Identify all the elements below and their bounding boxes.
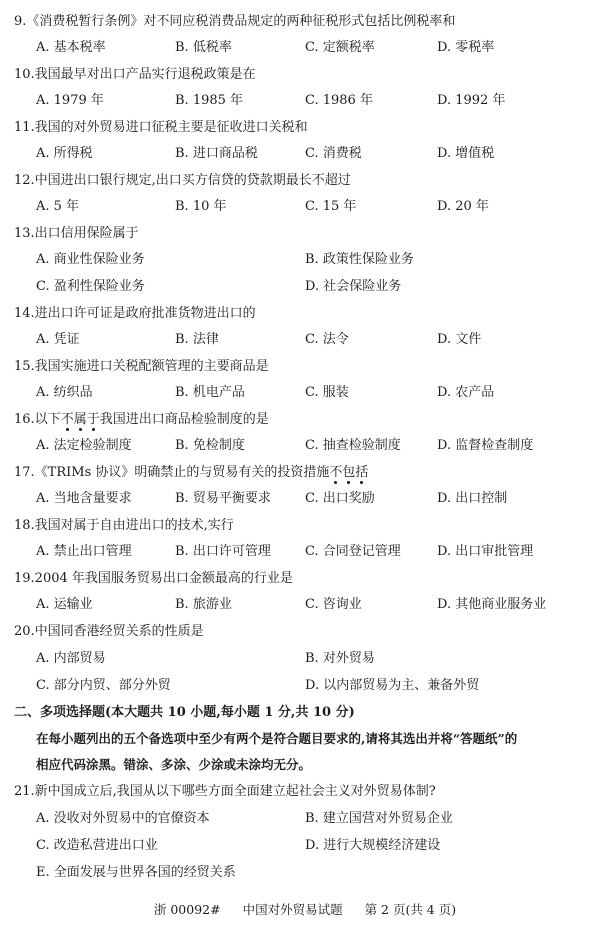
option: C. 盈利性保险业务 <box>36 279 145 294</box>
question-17-stem <box>14 465 368 481</box>
option: C. 出口奖励 <box>305 491 375 506</box>
question-15-stem: 15.我国实施进口关税配额管理的主要商品是 <box>14 359 269 374</box>
option: C. 1986 年 <box>305 93 373 108</box>
exam-code: 浙 00092# <box>153 902 221 917</box>
stem-text: 我国进出口商品检验制度的是 <box>99 412 269 427</box>
question-12-stem: 12.中国进出口银行规定,出口买方信贷的贷款期最长不超过 <box>14 173 351 188</box>
question-18-stem: 18.我国对属于自由进出口的技术,实行 <box>14 518 234 533</box>
option: A. 纺织品 <box>36 385 93 400</box>
option: E. 全面发展与世界各国的经贸关系 <box>36 865 236 880</box>
option: B. 对外贸易 <box>305 651 375 666</box>
emphasis-char: 不 <box>329 465 343 480</box>
option: D. 其他商业服务业 <box>437 597 547 612</box>
section-2-instruction: 相应代码涂黑。错涂、多涂、少涂或未涂均无分。 <box>36 757 312 772</box>
option: C. 改造私营进出口业 <box>36 838 158 853</box>
option: A. 禁止出口管理 <box>36 544 132 559</box>
question-14-options <box>36 332 600 348</box>
question-19-options <box>36 597 600 613</box>
question-19-stem: 19.2004 年我国服务贸易出口金额最高的行业是 <box>14 571 293 586</box>
option: B. 机电产品 <box>175 385 245 400</box>
option: A. 1979 年 <box>36 93 104 108</box>
option: B. 免检制度 <box>175 438 245 453</box>
option: D. 20 年 <box>437 199 489 214</box>
question-21-options-row2 <box>36 838 600 854</box>
exam-title: 中国对外贸易试题 <box>242 902 343 917</box>
option: A. 商业性保险业务 <box>36 252 145 267</box>
option: B. 建立国营对外贸易企业 <box>305 811 453 826</box>
option: A. 基本税率 <box>36 40 106 55</box>
option: D. 增值税 <box>437 146 495 161</box>
option: A. 法定检验制度 <box>36 438 132 453</box>
option: C. 部分内贸、部分外贸 <box>36 678 171 693</box>
option: D. 出口控制 <box>437 491 508 506</box>
emphasis-char: 于 <box>86 412 100 427</box>
option: B. 贸易平衡要求 <box>175 491 271 506</box>
question-20-stem: 20.中国同香港经贸关系的性质是 <box>14 624 204 639</box>
question-18-options <box>36 544 600 560</box>
emphasis-char: 不 <box>60 412 74 427</box>
question-21-options-row1 <box>36 811 600 827</box>
page-number: 第 2 页(共 4 页) <box>364 902 457 917</box>
option: C. 定额税率 <box>305 40 375 55</box>
option: B. 出口许可管理 <box>175 544 271 559</box>
option: D. 以内部贸易为主、兼备外贸 <box>305 678 480 693</box>
question-13-stem: 13.出口信用保险属于 <box>14 226 139 241</box>
page-footer <box>0 902 610 918</box>
emphasis-char: 属 <box>73 412 87 427</box>
question-13-options-row2 <box>36 279 600 295</box>
option: C. 15 年 <box>305 199 357 214</box>
option: B. 进口商品税 <box>175 146 258 161</box>
option: D. 农产品 <box>437 385 495 400</box>
section-2-instruction: 在每小题列出的五个备选项中至少有两个是符合题目要求的,请将其选出并将“答题纸”的 <box>36 731 518 746</box>
option: B. 法律 <box>175 332 219 347</box>
option: D. 1992 年 <box>437 93 506 108</box>
option: C. 法令 <box>305 332 349 347</box>
option: A. 没收对外贸易中的官僚资本 <box>36 811 210 826</box>
question-21-stem: 21.新中国成立后,我国从以下哪些方面全面建立起社会主义对外贸易体制? <box>14 784 436 799</box>
option: A. 所得税 <box>36 146 93 161</box>
section-2-title: 二、多项选择题(本大题共 10 小题,每小题 1 分,共 10 分) <box>14 705 355 720</box>
option: C. 消费税 <box>305 146 362 161</box>
option: D. 零税率 <box>437 40 495 55</box>
option: C. 服装 <box>305 385 349 400</box>
option: D. 出口审批管理 <box>437 544 534 559</box>
emphasis-char: 括 <box>355 465 369 480</box>
question-13-options-row1 <box>36 252 600 268</box>
option: D. 社会保险业务 <box>305 279 402 294</box>
option: C. 咨询业 <box>305 597 362 612</box>
option: B. 1985 年 <box>175 93 244 108</box>
option: B. 政策性保险业务 <box>305 252 414 267</box>
question-12-options <box>36 199 600 215</box>
stem-text: 16.以下 <box>14 412 61 427</box>
option: C. 合同登记管理 <box>305 544 401 559</box>
option: A. 内部贸易 <box>36 651 106 666</box>
option: B. 低税率 <box>175 40 232 55</box>
question-9-stem: 9.《消费税暂行条例》对不同应税消费品规定的两种征税形式包括比例税率和 <box>14 14 456 29</box>
option: A. 凭证 <box>36 332 80 347</box>
option: D. 进行大规模经济建设 <box>305 838 441 853</box>
question-20-options-row1 <box>36 651 600 667</box>
question-10-options <box>36 93 600 109</box>
option: A. 当地含量要求 <box>36 491 132 506</box>
option: B. 10 年 <box>175 199 227 214</box>
option: D. 文件 <box>437 332 482 347</box>
question-17-options <box>36 491 600 507</box>
option: A. 运输业 <box>36 597 93 612</box>
question-10-stem: 10.我国最早对出口产品实行退税政策是在 <box>14 67 256 82</box>
question-15-options <box>36 385 600 401</box>
option: D. 监督检查制度 <box>437 438 534 453</box>
emphasis-char: 包 <box>342 465 356 480</box>
option: B. 旅游业 <box>175 597 232 612</box>
question-16-stem <box>14 412 269 428</box>
question-11-options <box>36 146 600 162</box>
option: A. 5 年 <box>36 199 80 214</box>
question-16-options <box>36 438 600 454</box>
question-14-stem: 14.进出口许可证是政府批准货物进出口的 <box>14 306 256 321</box>
question-20-options-row2 <box>36 678 600 694</box>
question-21-options-row3 <box>36 865 600 881</box>
stem-text: 17.《TRIMs 协议》明确禁止的与贸易有关的投资措施 <box>14 465 330 480</box>
question-9-options <box>36 40 600 56</box>
question-11-stem: 11.我国的对外贸易进口征税主要是征收进口关税和 <box>14 120 308 135</box>
option: C. 抽查检验制度 <box>305 438 401 453</box>
